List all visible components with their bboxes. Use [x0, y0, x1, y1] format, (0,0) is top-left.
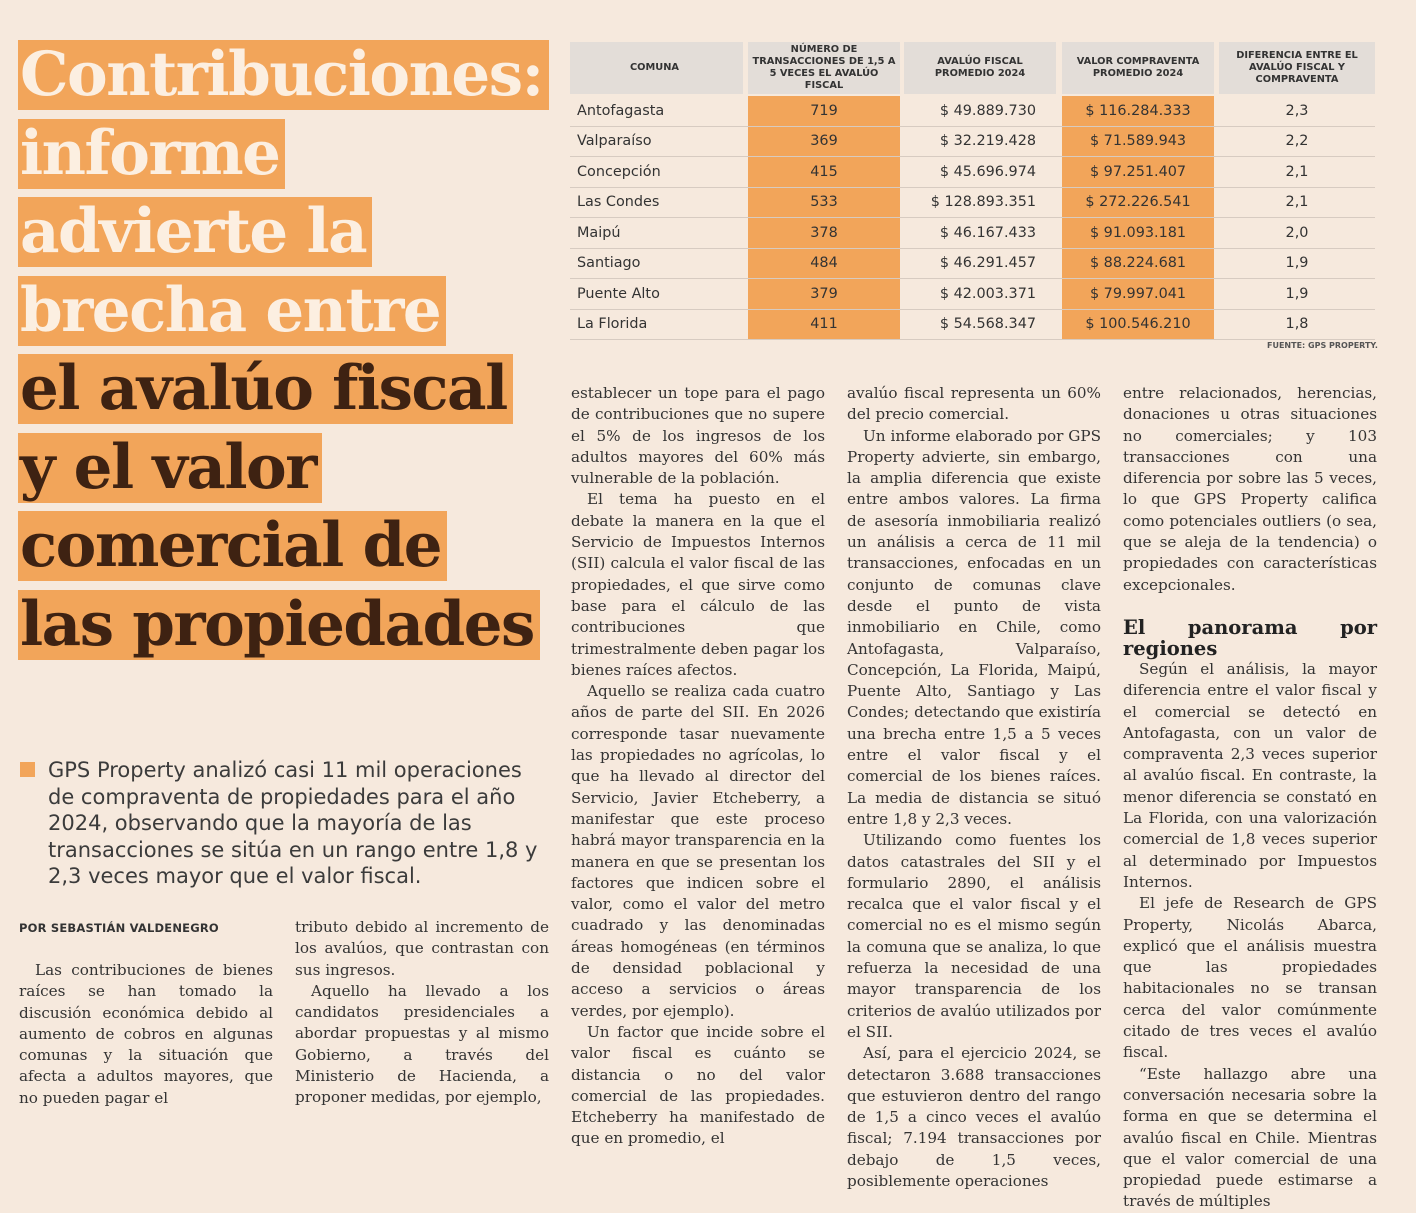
- lead-text: GPS Property analizó casi 11 mil operaciones de compraventa de propiedades para el año 2024, observando que la mayoría de las transacciones se sitúa en un rango entre 1,8 y 2,3 veces mayor que el valor fiscal.: [48, 758, 538, 888]
- cell-avaluo: $ 49.889.730: [939, 102, 1036, 119]
- headline-line: Contribuciones:: [18, 40, 558, 110]
- cell-compraventa: $ 100.546.210: [1062, 310, 1214, 340]
- cell-compraventa: $ 97.251.407: [1062, 157, 1214, 187]
- cell-compraventa: $ 79.997.041: [1062, 279, 1214, 309]
- paragraph: Utilizando como fuentes los datos catastrales del SII y el formulario 2890, el análisis recalca que el valor fiscal y el comercial no es el mismo según la comuna que se analiza, lo que refuerza la necesidad de una mayor transparencia de los criterios de avalúo utilizados por el SII.: [847, 831, 1101, 1041]
- square-bullet-icon: [20, 762, 35, 777]
- cell-avaluo: $ 32.219.428: [939, 133, 1036, 150]
- table-header: [570, 42, 1375, 96]
- cell-comuna: Santiago: [577, 255, 641, 272]
- paragraph: Un informe elaborado por GPS Property advierte, sin embargo, la amplia diferencia que existe entre ambos valores. La firma de asesoría inmobiliaria realizó un análisis a cerca de 11 mil transacciones, enfocadas en un conjunto de comunas clave desde el punto de vista inmobiliario en Chile, como Antofagasta, Valparaíso, Concepción, La Florida, Maipú, Puente Alto, Santiago y Las Condes; detectando que existiría una brecha entre 1,5 a 5 veces entre el valor fiscal y el comercial de los bienes raíces. La media de distancia se situó entre 1,8 y 2,3 veces.: [847, 426, 1101, 828]
- cell-transacciones: 484: [748, 249, 900, 279]
- cell-comuna: Concepción: [577, 163, 661, 180]
- header-comuna: COMUNA: [570, 42, 743, 94]
- data-table: [570, 42, 1375, 340]
- article-column-2: [295, 917, 549, 1109]
- cell-compraventa: $ 272.226.541: [1062, 188, 1214, 218]
- table-row: [570, 279, 1375, 310]
- paragraph: Las contribuciones de bienes raíces se han tomado la discusión económica debido al aumento de cobros en algunas comunas y la situación que afecta a adultos mayores, que no pueden pagar el: [19, 961, 273, 1107]
- cell-transacciones: 411: [748, 310, 900, 340]
- headline-line: brecha entre: [18, 276, 558, 346]
- table-row: [570, 249, 1375, 280]
- table-row: [570, 127, 1375, 158]
- table-body: [570, 96, 1375, 340]
- cell-compraventa: $ 91.093.181: [1062, 218, 1214, 248]
- byline: POR SEBASTIÁN VALDENEGRO: [19, 921, 219, 935]
- cell-avaluo: $ 46.167.433: [939, 224, 1036, 241]
- cell-compraventa: $ 88.224.681: [1062, 249, 1214, 279]
- cell-avaluo: $ 45.696.974: [939, 163, 1036, 180]
- paragraph: Un factor que incide sobre el valor fiscal es cuánto se distancia o no del valor comercial de las propiedades. Etcheberry ha manifestado de que en promedio, el: [571, 1022, 825, 1148]
- cell-transacciones: 378: [748, 218, 900, 248]
- cell-transacciones: 415: [748, 157, 900, 187]
- table-row: [570, 96, 1375, 127]
- lead-summary: [20, 757, 540, 890]
- paragraph: Así, para el ejercicio 2024, se detectaron 3.688 transacciones que estuvieron dentro del rango de 1,5 a cinco veces el avalúo fiscal; 7.194 transacciones por debajo de 1,5 veces, posiblemente operaciones: [847, 1044, 1101, 1190]
- article-column-5: [1123, 383, 1377, 1211]
- article-column-3: [571, 383, 825, 1150]
- headline-line: comercial de: [18, 511, 558, 581]
- cell-diferencia: 2,1: [1285, 163, 1309, 180]
- cell-compraventa: $ 71.589.943: [1062, 127, 1214, 157]
- paragraph: El jefe de Research de GPS Property, Nicolás Abarca, explicó que el análisis muestra que las propiedades habitacionales no se transan cerca del valor comúnmente citado de tres veces el avalúo fiscal.: [1123, 894, 1377, 1062]
- table-row: [570, 188, 1375, 219]
- headline-line: el avalúo fiscal: [18, 354, 558, 424]
- cell-avaluo: $ 42.003.371: [939, 285, 1036, 302]
- header-diferencia: DIFERENCIA ENTRE EL AVALÚO FISCAL Y COMPRAVENTA: [1219, 42, 1375, 94]
- cell-avaluo: $ 54.568.347: [939, 316, 1036, 333]
- cell-comuna: Puente Alto: [577, 285, 660, 302]
- cell-diferencia: 1,9: [1285, 285, 1309, 302]
- cell-transacciones: 369: [748, 127, 900, 157]
- paragraph: tributo debido al incremento de los avalúos, que contrastan con sus ingresos.: [295, 918, 549, 979]
- cell-diferencia: 2,2: [1285, 133, 1309, 150]
- paragraph: avalúo fiscal representa un 60% del precio comercial.: [847, 384, 1101, 424]
- cell-comuna: Las Condes: [577, 194, 660, 211]
- cell-diferencia: 1,8: [1285, 316, 1309, 333]
- cell-diferencia: 2,3: [1285, 102, 1309, 119]
- headline-line: advierte la: [18, 197, 558, 267]
- cell-diferencia: 1,9: [1285, 255, 1309, 272]
- table-source: FUENTE: GPS PROPERTY.: [1267, 341, 1378, 350]
- paragraph: entre relacionados, herencias, donaciones u otras situaciones no comerciales; y 103 transacciones con una diferencia por sobre las 5 veces, lo que GPS Property califica como potenciales outliers (o sea, que se aleja de la tendencia) o propiedades con características excepcionales.: [1123, 384, 1377, 594]
- cell-avaluo: $ 128.893.351: [930, 194, 1036, 211]
- article-column-1: [19, 960, 273, 1109]
- header-transacciones: NÚMERO DE TRANSACCIONES DE 1,5 A 5 VECES EL AVALÚO FISCAL: [748, 42, 900, 94]
- cell-transacciones: 719: [748, 96, 900, 126]
- table-row: [570, 157, 1375, 188]
- cell-comuna: Maipú: [577, 224, 621, 241]
- section-heading: El panorama por regiones: [1123, 615, 1377, 660]
- paragraph: Según el análisis, la mayor diferencia entre el valor fiscal y el comercial se detectó en Antofagasta, con un valor de compraventa 2,3 veces superior al avalúo fiscal. En contraste, la menor diferencia se constató en La Florida, con una valorización comercial de 1,8 veces superior al determinado por Impuestos Internos.: [1123, 659, 1377, 891]
- paragraph: Aquello ha llevado a los candidatos presidenciales a abordar propuestas y al mismo Gobierno, a través del Ministerio de Hacienda, a proponer medidas, por ejemplo,: [295, 981, 549, 1107]
- headline: [18, 40, 558, 668]
- cell-diferencia: 2,1: [1285, 194, 1309, 211]
- paragraph: El tema ha puesto en el debate la manera en la que el Servicio de Impuestos Internos (SII) calcula el valor fiscal de las propiedades, el que sirve como base para el cálculo de las contribuciones que trimestralmente deben pagar los bienes raíces afectos.: [571, 490, 825, 679]
- cell-comuna: Valparaíso: [577, 133, 652, 150]
- headline-line: informe: [18, 119, 558, 189]
- cell-comuna: La Florida: [577, 316, 648, 333]
- headline-line: las propiedades: [18, 590, 558, 660]
- cell-avaluo: $ 46.291.457: [939, 255, 1036, 272]
- paragraph: establecer un tope para el pago de contribuciones que no supere el 5% de los ingresos de los adultos mayores del 60% más vulnerable de la población.: [571, 384, 825, 488]
- headline-line: y el valor: [18, 433, 558, 503]
- cell-compraventa: $ 116.284.333: [1062, 96, 1214, 126]
- header-compraventa: VALOR COMPRAVENTA PROMEDIO 2024: [1062, 42, 1214, 94]
- table-row: [570, 218, 1375, 249]
- cell-comuna: Antofagasta: [577, 102, 665, 119]
- paragraph: “Este hallazgo abre una conversación necesaria sobre la forma en que se determina el avalúo fiscal en Chile. Mientras que el valor comercial de una propiedad puede estimarse a través de múltiples: [1123, 1064, 1377, 1211]
- cell-diferencia: 2,0: [1285, 224, 1309, 241]
- article-column-4: [847, 383, 1101, 1192]
- header-avaluo: AVALÚO FISCAL PROMEDIO 2024: [904, 42, 1056, 94]
- table-row: [570, 310, 1375, 341]
- cell-transacciones: 533: [748, 188, 900, 218]
- cell-transacciones: 379: [748, 279, 900, 309]
- paragraph: Aquello se realiza cada cuatro años de parte del SII. En 2026 corresponde tasar nuevamente las propiedades no agrícolas, lo que ha llevado al director del Servicio, Javier Etcheberry, a manifestar que este proceso habrá mayor transparencia en la manera en que se presentan los factores que indicen sobre el valor, como el valor del metro cuadrado y las denominadas áreas homogéneas (en términos de densidad poblacional y acceso a servicios o áreas verdes, por ejemplo).: [571, 682, 825, 1020]
